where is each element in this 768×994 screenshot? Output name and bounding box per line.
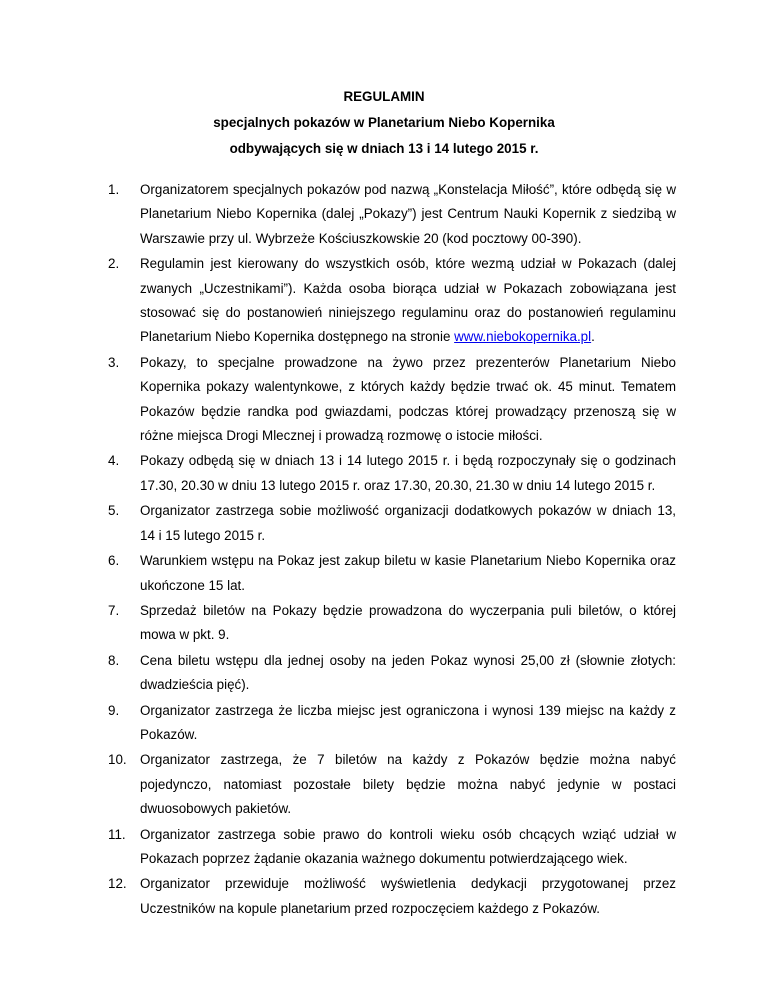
rule-text: Pokazy, to specjalne prowadzone na żywo przez prezenterów Planetarium Niebo Kopernika pokazy walentynkowe, z których każdy będzie trwać ok. 45 minut. Tematem Pokazów będzie randka pod gwiazdami, podczas której prowadzący przenoszą się w różne miejsca Drogi Mlecznej i prowadzą rozmowę o istocie miłości. xyxy=(140,354,676,444)
rule-number: 5. xyxy=(108,503,120,519)
rule-text: Organizatorem specjalnych pokazów pod nazwą „Konstelacja Miłość”, które odbędą się w Planetarium Niebo Kopernika (dalej „Pokazy”) jest Centrum Nauki Kopernik z siedzibą w Warszawie przy ul. Wybrzeże Kościuszkowskie 20 (kod pocztowy 00-390). xyxy=(140,182,676,246)
rule-item xyxy=(108,699,676,748)
rule-item xyxy=(108,178,676,251)
rule-item xyxy=(108,823,676,872)
rule-text: Organizator zastrzega sobie prawo do kontroli wieku osób chcących wziąć udział w Pokazach poprzez żądanie okazania ważnego dokumentu potwierdzającego wiek. xyxy=(140,826,676,866)
rule-item xyxy=(108,599,676,648)
rule-item xyxy=(108,499,676,548)
niebokopernika-link[interactable]: www.niebokopernika.pl xyxy=(454,329,592,345)
rule-number: 7. xyxy=(108,602,120,618)
rule-number: 4. xyxy=(108,453,120,469)
rule-text: Organizator zastrzega, że 7 biletów na każdy z Pokazów będzie można nabyć pojedynczo, natomiast pozostałe bilety będzie można nabyć jedynie w postaci dwuosobowych pakietów. xyxy=(140,752,676,817)
rule-item xyxy=(108,748,676,821)
rule-number: 9. xyxy=(108,702,120,718)
rule-number: 3. xyxy=(108,354,120,370)
document-dates: odbywających się w dniach 13 i 14 lutego 2015 r. xyxy=(229,141,539,156)
document-subtitle: specjalnych pokazów w Planetarium Niebo Kopernika xyxy=(213,115,555,130)
rule-text: Sprzedaż biletów na Pokazy będzie prowadzona do wyczerpania puli biletów, o której mowa w pkt. 9. xyxy=(140,602,676,643)
rule-text: Pokazy odbędą się w dniach 13 i 14 lutego 2015 r. i będą rozpoczynały się o godzinach 17.30, 20.30 w dniu 13 lutego 2015 r. oraz 17.30, 20.30, 21.30 w dniu 14 lutego 2015 r. xyxy=(140,453,676,493)
rule-number: 8. xyxy=(108,652,120,668)
rule-item xyxy=(108,252,676,350)
rule-text: Cena biletu wstępu dla jednej osoby na jeden Pokaz wynosi 25,00 zł (słownie złotych: dwadzieścia pięć). xyxy=(140,652,676,693)
rule-number: 6. xyxy=(108,553,120,569)
rules-list xyxy=(108,178,676,922)
rule-number: 11. xyxy=(108,826,126,842)
rule-number: 1. xyxy=(108,182,120,197)
rule-text-end: . xyxy=(591,329,595,345)
rule-number: 2. xyxy=(108,256,120,272)
rule-item xyxy=(108,649,676,698)
rule-text: Organizator przewiduje możliwość wyświetlenia dedykacji przygotowanej przez Uczestników na kopule planetarium przed rozpoczęciem każdego z Pokazów. xyxy=(140,876,676,916)
rule-item xyxy=(108,449,676,498)
rule-item xyxy=(108,872,676,921)
document-header xyxy=(0,84,768,162)
rule-text: Organizator zastrzega sobie możliwość organizacji dodatkowych pokazów w dniach 13, 14 i 15 lutego 2015 r. xyxy=(140,503,676,543)
rule-text: Warunkiem wstępu na Pokaz jest zakup biletu w kasie Planetarium Niebo Kopernika oraz ukończone 15 lat. xyxy=(140,553,676,593)
rule-text: Organizator zastrzega że liczba miejsc jest ograniczona i wynosi 139 miejsc na każdy z Pokazów. xyxy=(140,702,676,742)
rule-text: Regulamin jest kierowany do wszystkich osób, które wezmą udział w Pokazach (dalej zwanych „Uczestnikami”). Każda osoba biorąca udział w Pokazach zobowiązana jest stosować się do postanowień niniejszego regulaminu oraz do postanowień regulaminu Planetarium Niebo Kopernika dostępnego na stronie xyxy=(140,256,676,345)
document-title: REGULAMIN xyxy=(343,89,425,104)
rule-item xyxy=(108,351,676,449)
rule-number: 12. xyxy=(108,876,127,892)
rule-item xyxy=(108,549,676,598)
rule-number: 10. xyxy=(108,752,127,768)
